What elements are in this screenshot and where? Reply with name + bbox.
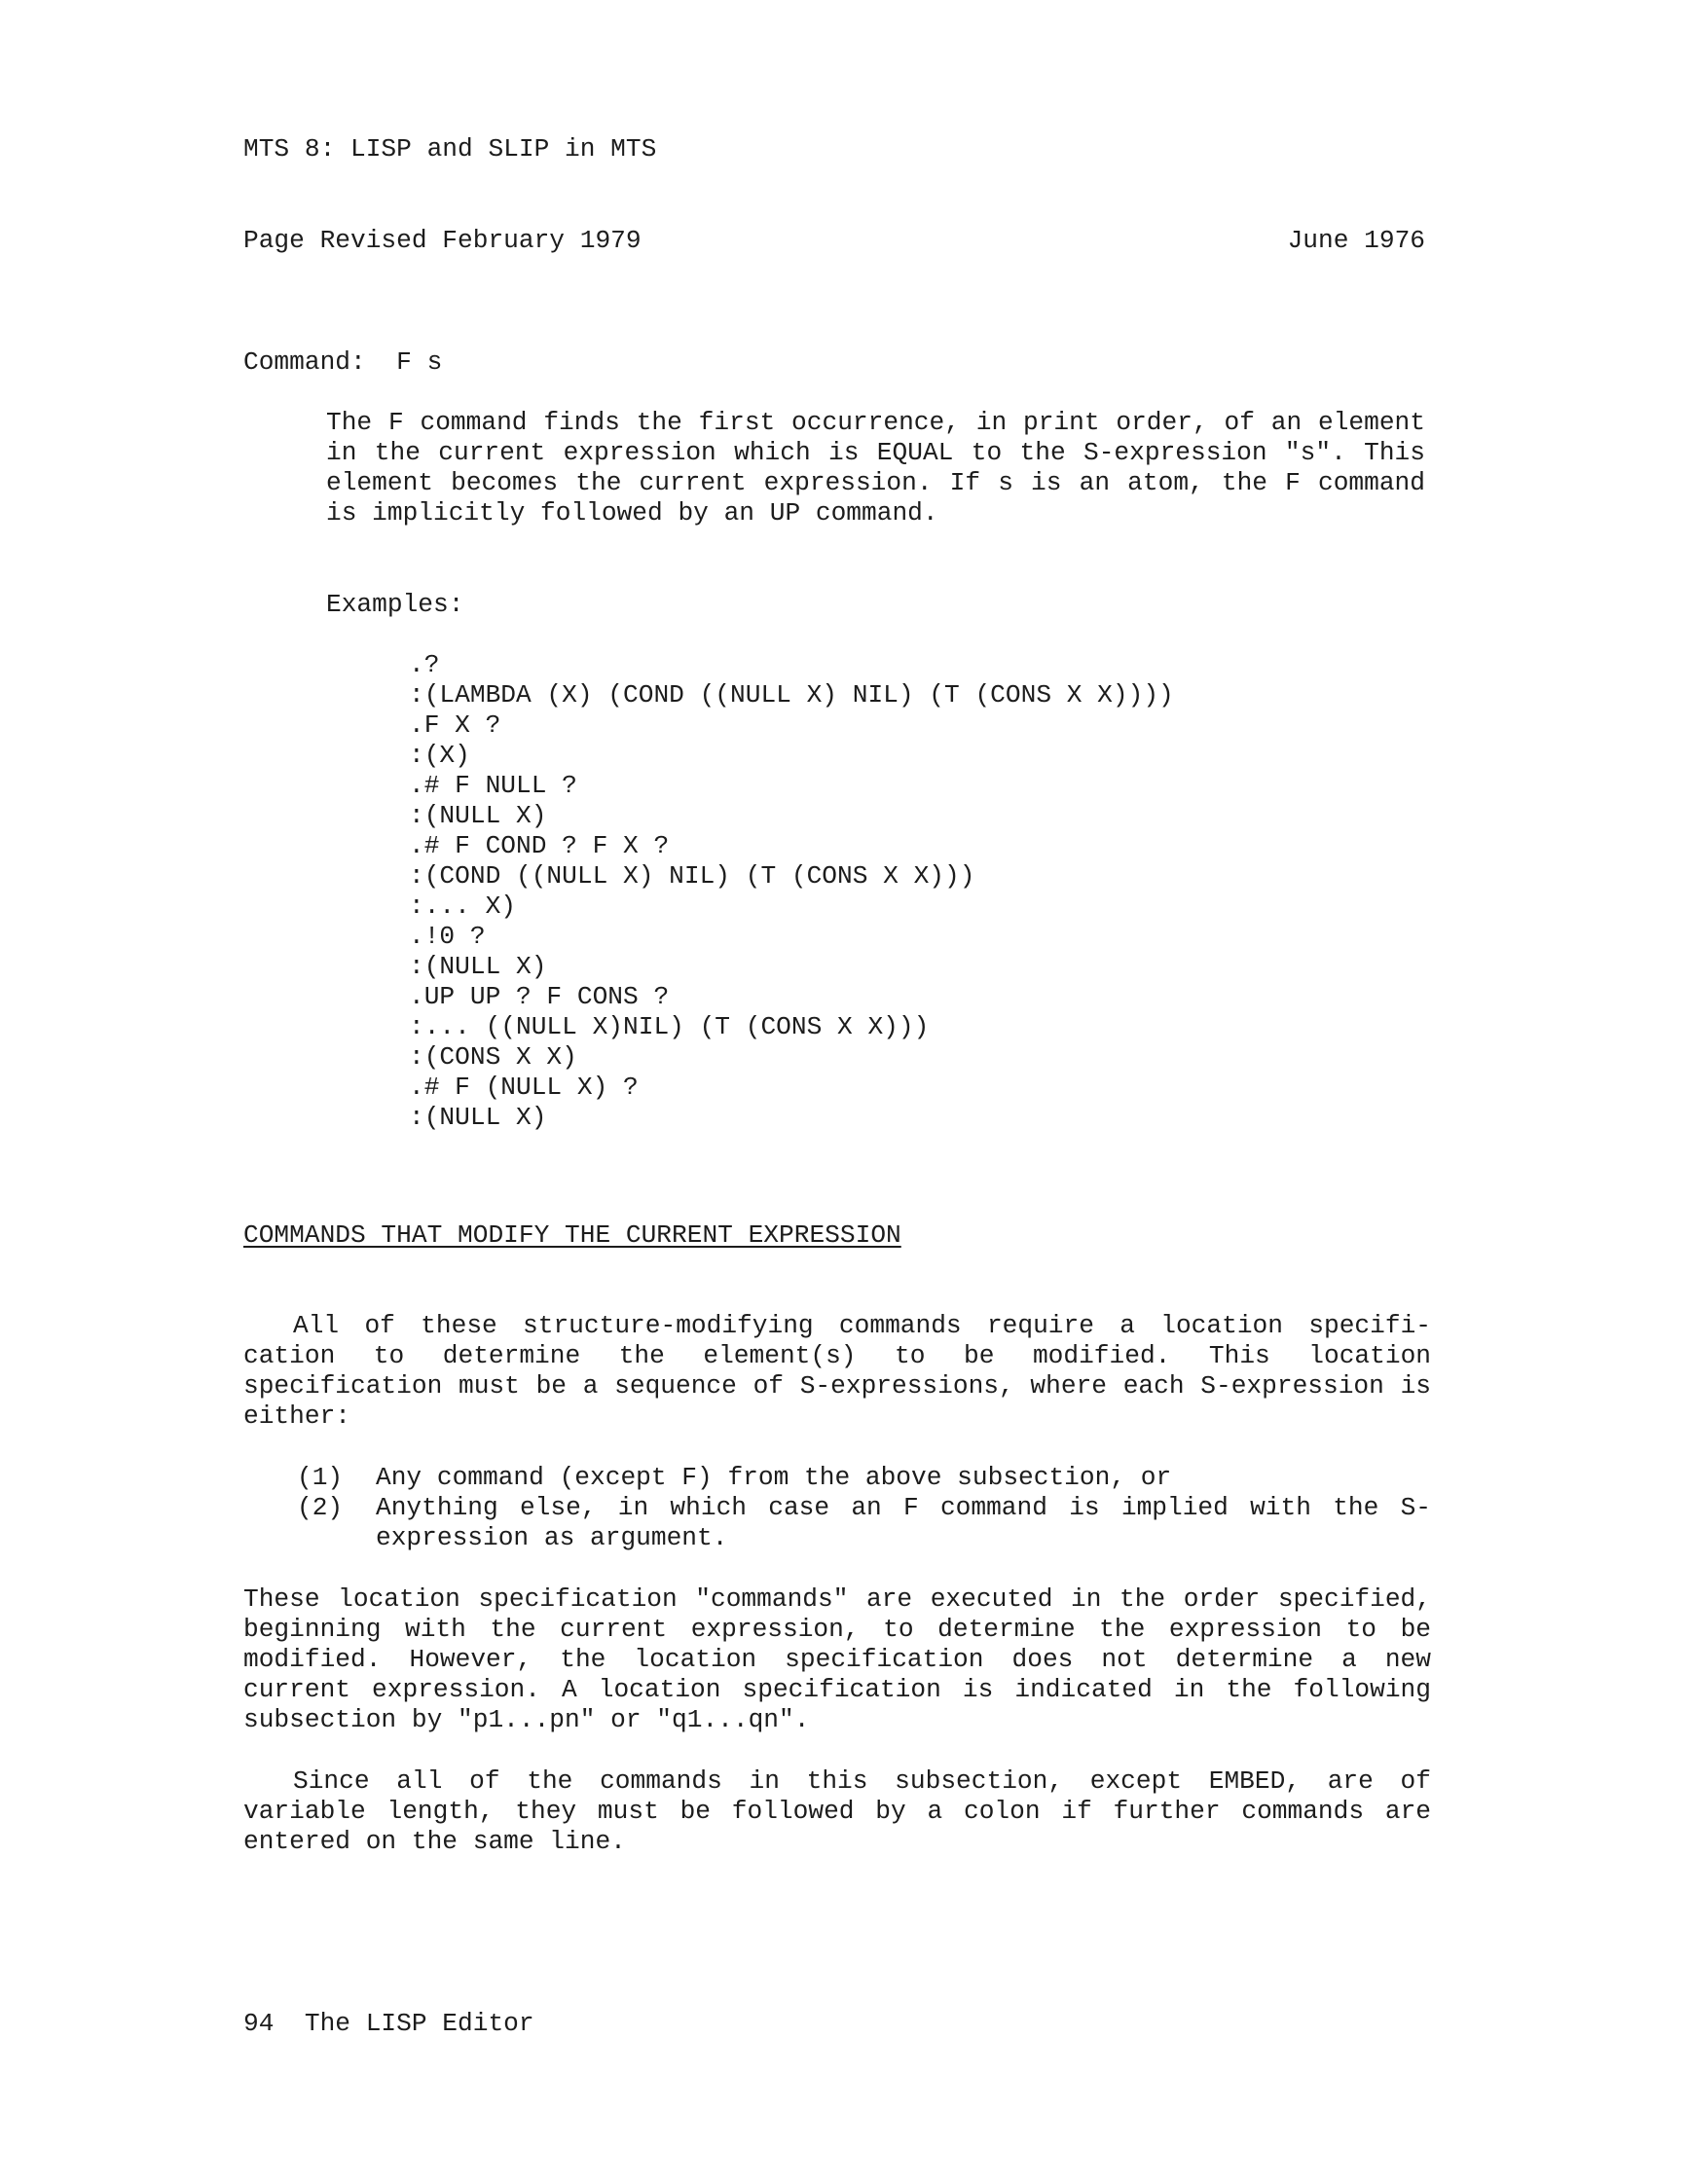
code-line: .# F COND ? F X ? [409,831,670,860]
section-heading: COMMANDS THAT MODIFY THE CURRENT EXPRESSION [243,1220,901,1250]
code-line: :... ((NULL X)NIL) (T (CONS X X))) [409,1012,930,1041]
code-line: .UP UP ? F CONS ? [409,982,670,1011]
document-page [243,0,1431,2184]
list-item-number: (2) [297,1493,344,1522]
command-heading: Command: F s [243,347,443,377]
running-header-title: MTS 8: LISP and SLIP in MTS [243,134,657,164]
location-spec-list [243,1463,1431,1553]
list-item [243,1463,1431,1493]
command-description: The F command finds the first occurrence, in print order, of an element in the current expression which is EQUAL to the S-expression "s". This element becomes the current expression. If s is an atom, the F command is implicitly followed by an UP command. [326,408,1425,528]
location-spec-paragraph: These location specification "commands" are executed in the order specified, beginning with the current expression, to determine the expression to be modified. However, the location specification does not determine a new current expression. A location specification is indicated in the following subsection by "p1...pn" or "q1...qn". [243,1584,1431,1734]
colon-note-text: Since all of the commands in this subsection, except EMBED, are of variable length, they must be followed by a colon if further commands are entered on the same line. [243,1766,1431,1856]
code-line: :(X) [409,741,470,770]
examples-code-block [409,650,1174,1133]
list-item-text: Any command (except F) from the above subsection, or [376,1463,1172,1492]
code-line: :(LAMBDA (X) (COND ((NULL X) NIL) (T (CONS X X)))) [409,680,1174,710]
code-line: .F X ? [409,710,501,740]
examples-label: Examples: [326,590,464,619]
code-line: :... X) [409,892,517,921]
colon-note-paragraph [243,1766,1431,1857]
code-line: .# F NULL ? [409,771,577,800]
intro-paragraph [243,1311,1431,1432]
code-line: .? [409,650,440,679]
list-item [243,1493,1431,1553]
code-line: :(CONS X X) [409,1042,577,1072]
publication-date: June 1976 [1287,226,1425,255]
page-footer: 94 The LISP Editor [243,2009,534,2038]
code-line: .# F (NULL X) ? [409,1073,639,1102]
intro-paragraph-text: All of these structure-modifying commands require a location specifi- cation to determine the element(s) to be modified. This location specification must be a sequence of S-expressions, where each S-expression is either: [243,1311,1431,1431]
revision-date: Page Revised February 1979 [243,226,642,255]
code-line: :(NULL X) [409,801,547,830]
code-line: :(NULL X) [409,1103,547,1132]
code-line: :(COND ((NULL X) NIL) (T (CONS X X))) [409,861,975,891]
list-item-number: (1) [297,1463,344,1492]
code-line: :(NULL X) [409,952,547,981]
revision-line [243,226,1431,256]
list-item-text: Anything else, in which case an F command is implied with the S-expression as argument. [376,1493,1431,1552]
code-line: .!0 ? [409,922,486,951]
